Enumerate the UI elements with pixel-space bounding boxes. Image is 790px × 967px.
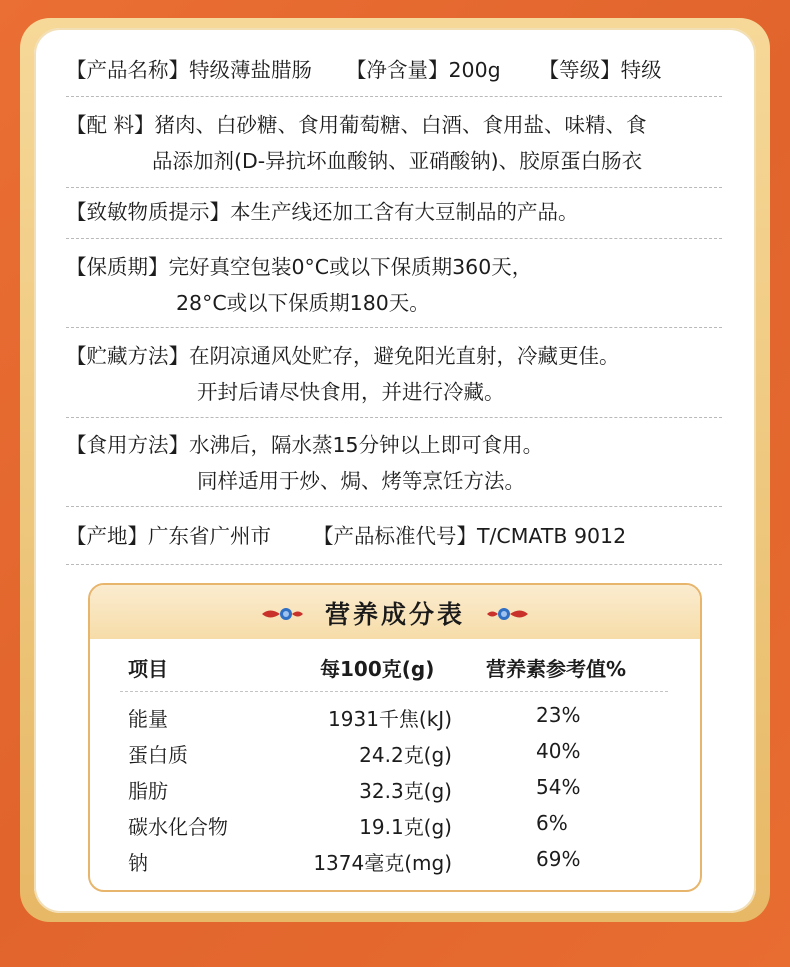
ingredients-line1: 猪肉、白砂糖、食用葡萄糖、白酒、食用盐、味精、食 [154, 113, 647, 137]
storage-row [66, 338, 722, 410]
header-per-100g: 每100克(g) [320, 657, 435, 681]
nutrient-name: 能量 [128, 707, 168, 731]
standard-value: T/CMATB 9012 [477, 524, 627, 548]
shelf-life-line1: 完好真空包装0°C或以下保质期360天， [168, 255, 533, 279]
usage-row [66, 427, 722, 499]
nutrient-name: 蛋白质 [128, 743, 188, 767]
divider [66, 96, 722, 97]
nutrient-nrv: 40% [536, 739, 581, 763]
nutrient-value: 24.2克(g) [359, 743, 452, 767]
nutrition-table [88, 583, 702, 892]
allergen-value: 本生产线还加工含有大豆制品的产品。 [230, 200, 579, 224]
shelf-life-label: 【保质期】 [66, 255, 169, 279]
divider [66, 506, 722, 507]
allergen-row [66, 194, 722, 230]
origin-value: 广东省广州市 [148, 524, 271, 548]
nutrient-nrv: 69% [536, 847, 581, 871]
header-nrv: 营养素参考值% [486, 657, 627, 681]
origin-label: 【产地】 [66, 524, 148, 548]
table-row [90, 811, 700, 847]
divider [66, 564, 722, 565]
grade-value: 特级 [620, 58, 662, 82]
nutrient-value: 1374毫克(mg) [313, 851, 452, 875]
origin-row [66, 518, 722, 554]
grade-label: 【等级】 [538, 58, 621, 82]
nutrient-value: 32.3克(g) [359, 779, 452, 803]
standard-label: 【产品标准代号】 [313, 524, 477, 548]
nutrient-name: 钠 [128, 851, 148, 875]
ingredients-row [66, 107, 722, 179]
usage-line1: 水沸后，隔水蒸15分钟以上即可食用。 [189, 433, 544, 457]
usage-label: 【食用方法】 [66, 433, 189, 457]
storage-line1: 在阴凉通风处贮存，避免阳光直射，冷藏更佳。 [189, 344, 620, 368]
table-divider [120, 691, 668, 692]
ingredients-line2: 品添加剂(D-异抗坏血酸钠、亚硝酸钠)、胶原蛋白肠衣 [152, 149, 643, 173]
nutrient-nrv: 54% [536, 775, 581, 799]
table-row [90, 847, 700, 883]
table-row [90, 703, 700, 739]
nutrition-title: 营养成分表 [324, 600, 465, 629]
shelf-life-line2: 28°C或以下保质期180天。 [176, 291, 430, 315]
product-name-value: 特级薄盐腊肠 [189, 58, 312, 82]
nutrient-nrv: 6% [536, 811, 568, 835]
nutrient-name: 碳水化合物 [128, 815, 228, 839]
divider [66, 187, 722, 188]
ornament-right-icon [486, 605, 530, 623]
product-name-row [66, 52, 722, 88]
allergen-label: 【致敏物质提示】 [66, 200, 230, 224]
divider [66, 327, 722, 328]
nutrient-value: 1931千焦(kJ) [328, 707, 452, 731]
nutrient-nrv: 23% [536, 703, 581, 727]
storage-line2: 开封后请尽快食用，并进行冷藏。 [197, 380, 505, 404]
usage-line2: 同样适用于炒、焗、烤等烹饪方法。 [197, 469, 525, 493]
divider [66, 417, 722, 418]
table-row [90, 775, 700, 811]
product-name-label: 【产品名称】 [66, 58, 189, 82]
nutrition-header [90, 585, 700, 639]
nutrient-value: 19.1克(g) [359, 815, 452, 839]
net-content-value: 200g [448, 58, 501, 82]
storage-label: 【贮藏方法】 [66, 344, 189, 368]
divider [66, 238, 722, 239]
header-item: 项目 [128, 657, 168, 681]
shelf-life-row [66, 249, 722, 321]
table-row [90, 739, 700, 775]
nutrient-name: 脂肪 [128, 779, 168, 803]
ingredients-label: 【配 料】 [66, 113, 155, 137]
net-content-label: 【净含量】 [346, 58, 449, 82]
